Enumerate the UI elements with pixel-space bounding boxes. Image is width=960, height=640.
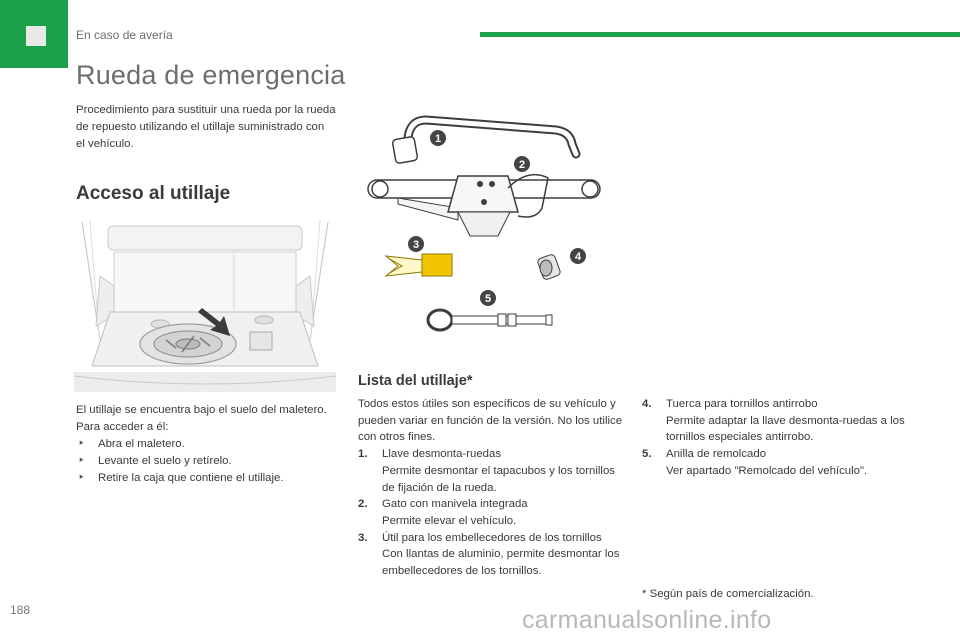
page-number: 188 xyxy=(10,603,31,617)
page-title: Rueda de emergencia xyxy=(76,60,346,90)
item-number: 4. xyxy=(642,398,652,410)
item-title: Llave desmonta-ruedas xyxy=(382,448,502,461)
tools-list-item xyxy=(642,396,912,446)
intro-paragraph: Procedimiento para sustituir una rueda por la rueda de repuesto utilizando el utillaje suministrado con el vehículo. xyxy=(76,104,336,150)
tool-label-2: 2 xyxy=(518,159,526,171)
tools-list-column-1 xyxy=(358,396,624,580)
item-number: 3. xyxy=(358,531,368,544)
footnote: * Según país de comercialización. xyxy=(642,588,814,600)
towing-eye-drawing xyxy=(428,290,552,330)
trim-tool-drawing xyxy=(386,236,452,276)
access-instructions xyxy=(76,402,338,487)
item-title: Gato con manivela integrada xyxy=(382,498,528,511)
item-description: Con llantas de aluminio, permite desmontar los embellecedores de los tornillos. xyxy=(382,548,620,578)
access-bullet: ‣ Levante el suelo y retírelo. xyxy=(76,453,338,470)
item-number: 1. xyxy=(358,448,368,461)
watermark-text: carmanualsonline.info xyxy=(522,606,772,634)
antitheft-nut-drawing xyxy=(537,248,586,280)
item-description: Permite elevar el vehículo. xyxy=(382,514,517,527)
section-label: En caso de avería xyxy=(76,28,173,42)
access-bullet: ‣ Abra el maletero. xyxy=(76,436,338,453)
tools-list-item xyxy=(358,530,624,580)
wheel-brace-drawing xyxy=(392,120,576,164)
jack-drawing xyxy=(368,156,600,236)
tools-list-item xyxy=(358,446,624,496)
tools-list-item xyxy=(642,446,912,479)
tools-list-intro: Todos estos útiles son específicos de su vehículo y pueden variar en función de la versión. No los utilice con otros fines. xyxy=(358,398,623,444)
item-description: Ver apartado "Remolcado del vehículo". xyxy=(666,464,868,477)
item-title: Anilla de remolcado xyxy=(666,448,767,461)
chapter-tab xyxy=(0,0,68,68)
tool-label-1: 1 xyxy=(434,133,442,145)
item-number: 2. xyxy=(358,498,368,511)
item-title: Tuerca para tornillos antirrobo xyxy=(666,398,818,410)
tool-label-5: 5 xyxy=(484,293,492,305)
item-description: Permite desmontar el tapacubos y los tornillos de fijación de la rueda. xyxy=(382,464,615,494)
item-number: 5. xyxy=(642,448,652,461)
item-title: Útil para los embellecedores de los tornillos xyxy=(382,531,602,544)
tools-list-item xyxy=(358,496,624,529)
tool-label-4: 4 xyxy=(574,251,582,263)
chapter-tab-marker xyxy=(26,26,46,46)
tools-illustration xyxy=(358,108,618,340)
tools-list-heading: Lista del utillaje* xyxy=(358,373,473,389)
item-description: Permite adaptar la llave desmonta-ruedas a los tornillos especiales antirrobo. xyxy=(666,414,905,444)
tools-list-column-2 xyxy=(642,396,912,480)
trunk-illustration xyxy=(74,216,336,392)
access-heading: Acceso al utillaje xyxy=(76,183,231,204)
access-text-1: El utillaje se encuentra bajo el suelo del maletero. xyxy=(76,404,327,416)
header-rule xyxy=(480,32,960,37)
access-bullet: ‣ Retire la caja que contiene el utillaje. xyxy=(76,470,338,487)
access-text-2: Para acceder a él: xyxy=(76,421,169,433)
tool-label-3: 3 xyxy=(412,239,420,251)
